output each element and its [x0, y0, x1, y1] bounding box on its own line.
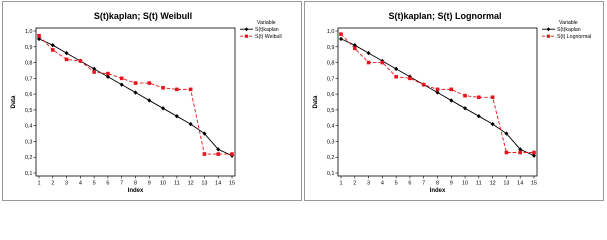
x-tick-label: 10: [160, 180, 167, 187]
x-tick-label: 14: [215, 180, 222, 187]
legend-marker-diamond: [245, 27, 249, 31]
chart-panel-weibull: [2, 1, 302, 201]
data-point-square: [79, 59, 83, 63]
legend-label-2: S(t) Weibull: [255, 34, 282, 40]
y-tick-label: 0,3: [326, 139, 335, 146]
x-tick-label: 2: [51, 180, 55, 187]
x-tick-label: 14: [517, 180, 524, 187]
data-point-square: [216, 152, 220, 156]
data-point-square: [394, 75, 398, 79]
y-tick-label: 0,1: [326, 171, 335, 177]
y-tick-label: 1,0: [24, 29, 33, 35]
x-tick-label: 8: [133, 180, 138, 187]
y-tick-label: 0,2: [24, 155, 33, 162]
y-tick-label: 0,1: [24, 171, 33, 177]
y-tick-label: 0,7: [24, 76, 33, 83]
x-axis-label: Index: [429, 188, 446, 194]
legend-marker-square: [245, 35, 248, 38]
x-tick-label: 9: [147, 180, 151, 187]
x-tick-label: 10: [462, 180, 469, 187]
x-tick-label: 4: [78, 180, 82, 187]
data-point-square: [189, 88, 193, 92]
x-tick-label: 13: [201, 180, 208, 187]
data-point-square: [367, 61, 371, 65]
x-tick-label: 6: [106, 180, 110, 187]
legend-label-1: S(t)kaplan: [557, 27, 581, 33]
data-point-square: [436, 88, 440, 92]
x-tick-label: 12: [187, 180, 194, 187]
x-tick-label: 1: [339, 180, 343, 187]
x-tick-label: 15: [530, 180, 538, 187]
x-tick-label: 6: [408, 180, 412, 187]
x-tick-label: 8: [435, 180, 440, 187]
x-tick-label: 4: [380, 180, 384, 187]
data-point-square: [422, 83, 426, 87]
y-tick-label: 0,5: [24, 107, 33, 114]
y-tick-label: 0,9: [326, 44, 335, 51]
x-tick-label: 15: [228, 180, 236, 187]
x-tick-label: 5: [92, 180, 96, 187]
x-tick-label: 1: [37, 180, 41, 187]
data-point-square: [37, 34, 41, 38]
data-point-square: [51, 48, 55, 52]
x-axis-label: Index: [127, 188, 144, 194]
x-tick-label: 11: [475, 180, 482, 187]
data-point-square: [175, 88, 179, 92]
legend-label-1: S(t)kaplan: [255, 27, 279, 33]
data-point-square: [65, 58, 69, 62]
y-tick-label: 0,2: [326, 155, 335, 162]
data-point-square: [505, 151, 509, 155]
legend-title: Variable: [559, 20, 578, 26]
data-point-square: [408, 77, 412, 81]
data-point-square: [230, 152, 234, 156]
y-tick-label: 1,0: [326, 29, 335, 35]
y-tick-label: 0,3: [24, 139, 33, 146]
data-point-square: [353, 47, 357, 51]
x-tick-label: 13: [503, 180, 510, 187]
y-tick-label: 0,8: [326, 60, 335, 67]
data-point-square: [203, 152, 207, 156]
x-tick-label: 5: [394, 180, 398, 187]
data-point-square: [532, 151, 536, 155]
y-axis-label: Data: [11, 95, 17, 109]
y-axis-label: Data: [313, 95, 319, 109]
data-point-square: [161, 86, 165, 90]
data-point-square: [518, 151, 522, 155]
legend-title: Variable: [257, 20, 276, 26]
x-tick-label: 9: [449, 180, 453, 187]
y-tick-label: 0,7: [326, 76, 335, 83]
chart-svg-lognormal: [305, 2, 605, 202]
data-point-square: [147, 81, 151, 85]
x-tick-label: 7: [422, 180, 426, 187]
data-point-square: [339, 32, 343, 36]
y-tick-label: 0,4: [326, 123, 335, 130]
data-point-square: [120, 77, 124, 81]
y-tick-label: 0,6: [24, 92, 33, 99]
data-point-square: [134, 81, 138, 85]
data-point-square: [477, 95, 481, 99]
y-tick-label: 0,5: [326, 107, 335, 114]
legend-label-2: S(t) Lognormal: [557, 34, 592, 40]
chart-title: S(t)kaplan; S(t) Weibull: [93, 11, 193, 21]
data-point-square: [463, 94, 467, 98]
y-tick-label: 0,6: [326, 92, 335, 99]
legend-marker-square: [547, 35, 550, 38]
data-point-square: [381, 61, 385, 65]
data-point-square: [491, 95, 495, 99]
x-tick-label: 3: [367, 180, 371, 187]
x-tick-label: 11: [173, 180, 180, 187]
x-tick-label: 7: [120, 180, 124, 187]
x-tick-label: 2: [353, 180, 357, 187]
data-point-square: [92, 70, 96, 74]
chart-panel-lognormal: [304, 1, 604, 201]
legend-marker-diamond: [547, 27, 551, 31]
chart-title: S(t)kaplan; S(t) Lognormal: [388, 11, 502, 21]
data-point-square: [106, 72, 110, 76]
chart-svg-weibull: [3, 2, 303, 202]
x-tick-label: 3: [65, 180, 69, 187]
y-tick-label: 0,9: [24, 44, 33, 51]
y-tick-label: 0,4: [24, 123, 33, 130]
x-tick-label: 12: [489, 180, 496, 187]
y-tick-label: 0,8: [24, 60, 33, 67]
data-point-square: [449, 88, 453, 92]
